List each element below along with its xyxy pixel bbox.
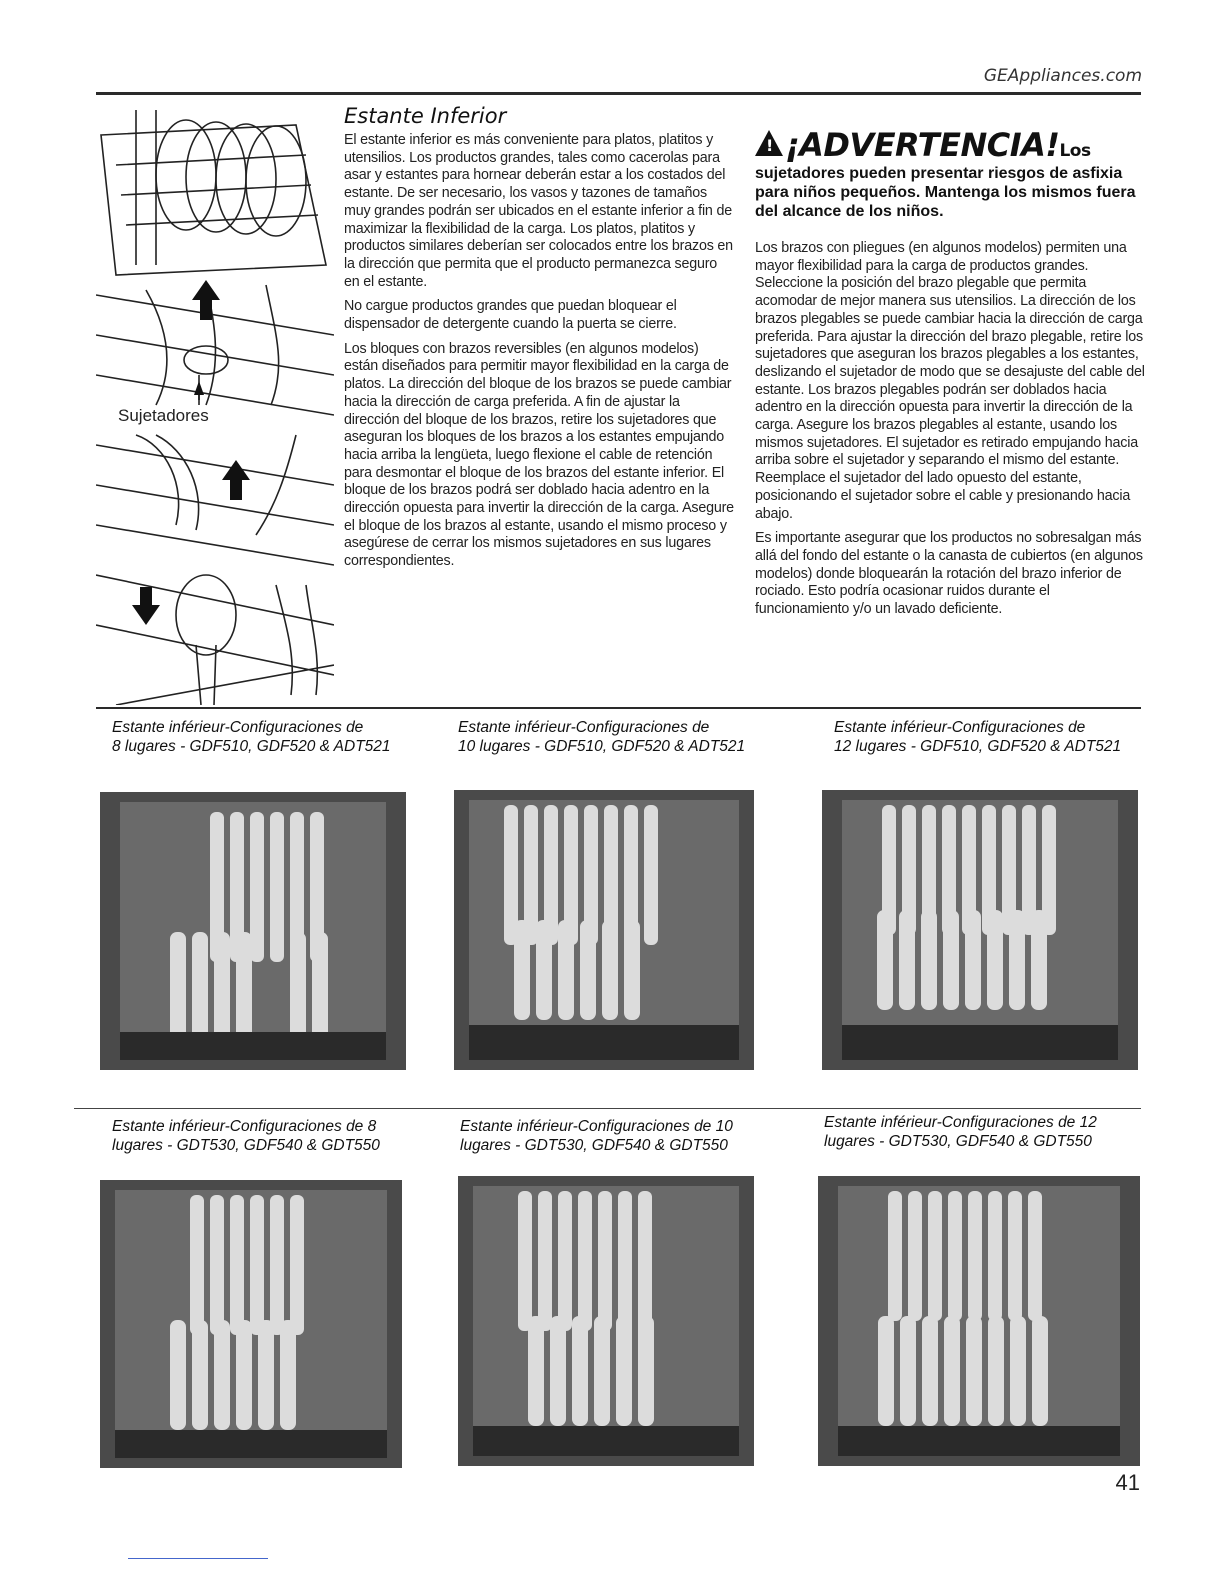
warning-title-tail: Los: [1059, 141, 1091, 161]
warning-header: [755, 126, 1145, 221]
caption-line: lugares - GDT530, GDF540 & GDT550: [824, 1133, 1092, 1150]
caption-line: Estante inférieur-Configuraciones de: [458, 719, 710, 736]
caption-line: 10 lugares - GDF510, GDF520 & ADT521: [458, 738, 746, 755]
page-number: 41: [1115, 1470, 1140, 1495]
section-divider: [96, 707, 1141, 709]
caption-row2-2: [460, 1117, 760, 1155]
warning-icon: [755, 130, 783, 156]
section-body: [344, 132, 734, 578]
rack-photo: [454, 790, 754, 1070]
caption-line: Estante inférieur-Configuraciones de: [834, 719, 1086, 736]
caption-line: Estante inférieur-Configuraciones de 12: [824, 1114, 1097, 1131]
rack-photo: [458, 1176, 754, 1466]
caption-row2-3: [824, 1113, 1124, 1151]
header-rule: [96, 92, 1141, 95]
caption-row1-3: [834, 718, 1134, 756]
section-paragraph: El estante inferior es más conveniente para platos, platitos y utensilios. Los productos grandes, tales como cacerolas para asar y estantes para hornear deberán estar a los costados del estante. De ser necesario, los vasos y tazones de tamaños muy grandes podrán ser ubicados en el estante inferior a fin de maximizar la flexibilidad de la carga. Los platos, platitos y productos similares deberían ser colocados entre los brazos en la dirección que permita que el producto permanezca seguro en el estante.: [344, 132, 733, 290]
caption-line: Estante inférieur-Configuraciones de 10: [460, 1118, 733, 1135]
caption-row2-1: [112, 1117, 412, 1155]
site-url: GEAppliances.com: [983, 66, 1142, 86]
caption-line: Estante inférieur-Configuraciones de 8: [112, 1118, 377, 1135]
warning-body: [755, 240, 1145, 626]
caption-line: 12 lugares - GDF510, GDF520 & ADT521: [834, 738, 1122, 755]
section-paragraph: Los bloques con brazos reversibles (en algunos modelos) están diseñados para permitir mayor flexibilidad en la carga de platos. La dirección del bloque de los brazos se puede cambiar hacia la dirección de carga preferida. A fin de ajustar la dirección del bloque de los brazos, retire los sujetadores que aseguran los bloques de los brazos a los estantes empujando hacia arriba la lengüeta, luego flexione el cable de retención para desmontar el bloque de los brazos del estante inferior. El bloque de los brazos podrá ser doblado hacia adentro en la dirección opuesta para invertir la dirección de la carga. Asegure el bloque de los brazos al estante, usando el mismo proceso y asegúrese de cerrar los mismos sujetadores en sus lugares correspondientes.: [344, 340, 734, 570]
rack-clip-diagram: [96, 105, 334, 705]
warning-bold-text: sujetadores pueden presentar riesgos de asfixia para niños pequeños. Mantenga los mismos fuera del alcance de los niños.: [755, 165, 1136, 220]
warning-title: ¡ADVERTENCIA!: [785, 126, 1060, 164]
warning-paragraph: Los brazos con pliegues (en algunos modelos) permiten una mayor flexibilidad para la carga de productos grandes. Seleccione la posición del brazo plegable que permita acomodar de mejor manera sus utensilios. La dirección de los brazos plegables se puede cambiar hacia la dirección de carga preferida. Para ajustar la dirección del brazo plegable, retire los sujetadores que aseguran los brazos plegables a los estantes, deslizando el sujetador de modo que se desajuste del cable del estante. Los brazos plegables podrán ser doblados hacia adentro en la dirección opuesta para invertir la dirección de la carga. Asegure los brazos plegables al estante, usando los mismos sujetadores. El sujetador es retirado empujando hacia arriba sobre el sujetador y separando el mismo del estante. Reemplace el sujetador del lado opuesto del estante, posicionando el sujetador sobre el cable y presionando hacia abajo.: [755, 240, 1145, 522]
footer-line: [128, 1558, 268, 1559]
caption-row1-2: [458, 718, 758, 756]
rack-photo: [818, 1176, 1140, 1466]
rack-photo: [100, 792, 406, 1070]
caption-line: Estante inférieur-Configuraciones de: [112, 719, 364, 736]
row-divider: [74, 1108, 1141, 1109]
clip-label: Sujetadores: [118, 406, 209, 425]
caption-line: lugares - GDT530, GDF540 & GDT550: [460, 1137, 728, 1154]
caption-row1-1: [112, 718, 412, 756]
warning-paragraph: Es importante asegurar que los productos no sobresalgan más allá del fondo del estante o la canasta de cubiertos (en algunos modelos) donde bloquearán la rotación del brazo inferior de rociado. Esto podría ocasionar ruidos durante el funcionamiento y/o un lavado deficiente.: [755, 530, 1143, 618]
caption-line: 8 lugares - GDF510, GDF520 & ADT521: [112, 738, 391, 755]
section-paragraph: No cargue productos grandes que puedan bloquear el dispensador de detergente cuando la puerta se cierre.: [344, 298, 677, 333]
rack-photo: [822, 790, 1138, 1070]
rack-photo: [100, 1180, 402, 1468]
section-title: Estante Inferior: [344, 104, 507, 128]
caption-line: lugares - GDT530, GDF540 & GDT550: [112, 1137, 380, 1154]
